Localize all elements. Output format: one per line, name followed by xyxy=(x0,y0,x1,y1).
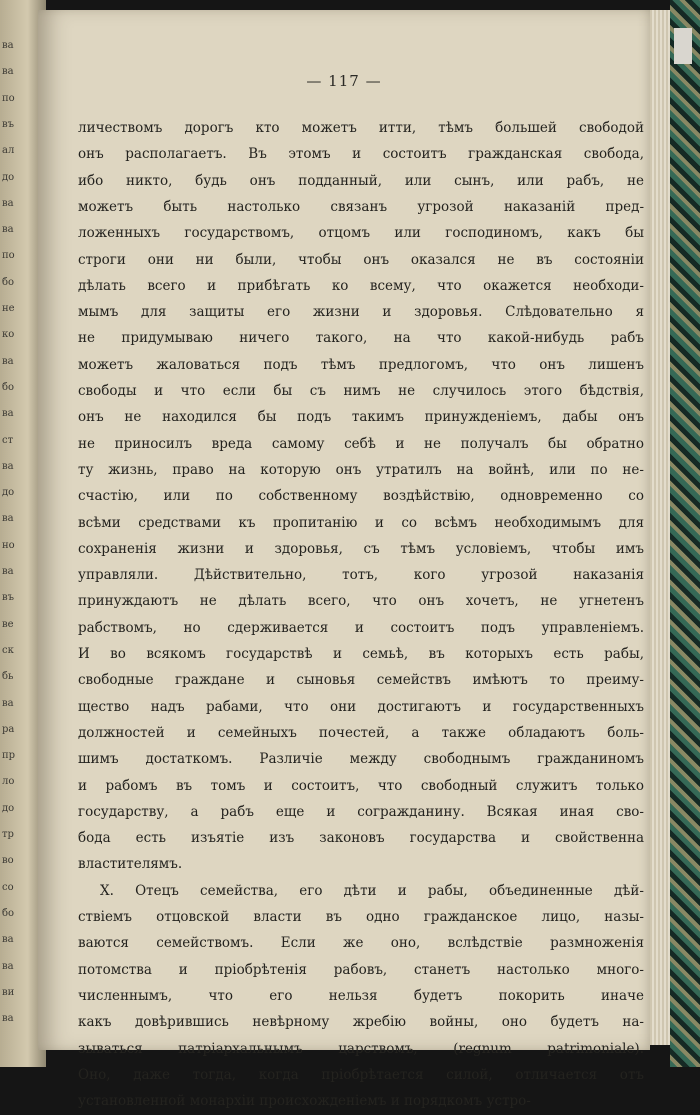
page-edges xyxy=(648,10,670,1045)
facing-page-line: ва xyxy=(2,513,14,525)
text-line: не придумываю ничего такого, на что какой-нибудь рабъ xyxy=(78,330,644,347)
facing-page-line: до xyxy=(2,171,15,183)
text-line: щество надъ рабами, что они достигаютъ и государственныхъ xyxy=(78,698,644,715)
facing-page-line: ва xyxy=(2,66,14,78)
facing-page-line: во xyxy=(2,855,14,867)
facing-page-line: ал xyxy=(2,145,15,157)
facing-page-line: ва xyxy=(2,197,14,209)
facing-page-line: бо xyxy=(2,381,15,393)
text-line: И во всякомъ государствѣ и семьѣ, въ которыхъ есть рабы, xyxy=(78,646,644,662)
page-number: — 117 — xyxy=(306,72,382,90)
text-line: ту жизнь, право на которую онъ утратилъ на войнѣ, или по не- xyxy=(78,461,644,478)
facing-page-line: ло xyxy=(2,776,15,788)
facing-page-line: бо xyxy=(2,907,15,919)
text-line: счастію, или по собственному воздѣйствію, одновременно со xyxy=(78,488,644,505)
text-line: принуждаютъ не дѣлать всего, что онъ хочетъ, не угнетенъ xyxy=(78,593,644,610)
text-line: можетъ жаловаться подъ тѣмъ предлогомъ, что онъ лишенъ xyxy=(78,356,644,373)
facing-page-line: въ xyxy=(2,592,14,604)
text-line: численнымъ, что его нельзя будетъ покорить иначе xyxy=(78,987,644,1004)
facing-page-line: ск xyxy=(2,644,14,656)
facing-page-line: ва xyxy=(2,460,14,472)
text-line: онъ не находился бы подъ такимъ принужденіемъ, дабы онъ xyxy=(78,409,644,426)
facing-page-line: ва xyxy=(2,224,14,236)
facing-page-line: ко xyxy=(2,329,15,341)
text-line: онъ располагаетъ. Въ этомъ и состоитъ гражданская свобода, xyxy=(78,146,644,163)
facing-page-line: пр xyxy=(2,750,16,762)
facing-page-line: ва xyxy=(2,355,14,367)
facing-page-line: бо xyxy=(2,276,15,288)
text-line: потомства и пріобрѣтенія рабовъ, станетъ настолько много- xyxy=(78,961,644,978)
facing-page-line: ва xyxy=(2,697,14,709)
book-spine xyxy=(670,0,700,1067)
facing-page-line: ва xyxy=(2,934,14,946)
text-line: Оно, даже тогда, когда пріобрѣтается силой, отличается отъ xyxy=(78,1066,644,1083)
facing-page-line: въ xyxy=(2,118,14,130)
text-line: свободы и что если бы съ нимъ не случилось этого бѣдствія, xyxy=(78,383,644,399)
text-line: X. Отецъ семейства, его дѣти и рабы, объединенные дѣй- xyxy=(100,882,644,899)
facing-page-line: но xyxy=(2,539,15,551)
facing-page-line: ва xyxy=(2,40,14,51)
text-line: сохраненія жизни и здоровья, съ тѣмъ условіемъ, чтобы имъ xyxy=(78,540,644,557)
text-line: ибо никто, будь онъ подданный, или сынъ, или рабъ, не xyxy=(78,172,644,189)
facing-page-line: ве xyxy=(2,618,14,630)
text-line: рабствомъ, но сдерживается и состоитъ подъ управленіемъ. xyxy=(78,619,644,636)
text-line: бода есть изъятіе изъ законовъ государства и свойственна xyxy=(78,830,644,847)
text-line: мымъ для защиты его жизни и здоровья. Слѣдовательно я xyxy=(78,304,644,321)
facing-page-line: ва xyxy=(2,1013,14,1025)
text-line: зываться патріархальнымъ царствомъ, (regnum patrimoniale). xyxy=(78,1040,644,1057)
facing-page-line: по xyxy=(2,250,15,262)
facing-page-line: до xyxy=(2,487,15,499)
text-line: установленной монархіи происхожденіемъ и порядкомъ устро- xyxy=(78,1093,531,1110)
text-line: ствіемъ отцовской власти въ одно гражданское лицо, назы- xyxy=(78,909,644,925)
text-line: и рабомъ въ томъ и состоитъ, что свободный служитъ только xyxy=(78,777,644,794)
text-line: какъ довѣрившись невѣрному жребію войны, оно будетъ на- xyxy=(78,1014,644,1031)
text-line: должностей и семейныхъ почестей, а также обладаютъ боль- xyxy=(78,724,644,741)
text-line: шимъ достаткомъ. Различіе между свободнымъ гражданиномъ xyxy=(78,751,644,768)
text-line: строги они ни были, чтобы онъ оказался не въ состояніи xyxy=(78,251,644,268)
facing-page-line: до xyxy=(2,802,15,814)
text-line: не приносилъ вреда самому себѣ и не получалъ бы обратно xyxy=(78,435,644,452)
book-page xyxy=(38,10,650,1110)
facing-page-line: со xyxy=(2,881,14,893)
text-line: государству, а рабъ еще и согражданину. Всякая иная сво- xyxy=(78,803,644,820)
text-line: личествомъ дорогъ кто можетъ итти, тѣмъ большей свободой xyxy=(78,120,644,136)
facing-page-line: ва xyxy=(2,960,14,972)
facing-page-line: ви xyxy=(2,986,15,998)
text-line: всѣми средствами къ пропитанію и со всѣмъ необходимымъ для xyxy=(78,514,644,531)
text-line: свободные граждане и сыновья семействъ имѣютъ то преиму- xyxy=(78,672,644,689)
facing-page-line: ра xyxy=(2,723,15,735)
text-line: дѣлать всего и прибѣгать ко всему, что окажется необходи- xyxy=(78,277,644,294)
text-line: ваются семействомъ. Если же оно, вслѣдствіе размноженія xyxy=(78,935,644,952)
facing-page-line: ст xyxy=(2,434,14,446)
text-line: ложенныхъ государствомъ, отцомъ или господиномъ, какъ бы xyxy=(78,225,644,242)
facing-page-line: по xyxy=(2,92,15,104)
facing-page-line: тр xyxy=(2,829,14,840)
text-line: властителямъ. xyxy=(78,856,183,873)
facing-page-line: ва xyxy=(2,408,14,420)
text-line: можетъ быть настолько связанъ угрозой наказаній пред- xyxy=(78,198,644,215)
spine-label xyxy=(674,28,692,64)
facing-page-line: не xyxy=(2,303,15,314)
facing-page-line: бь xyxy=(2,671,14,683)
facing-page-line: ва xyxy=(2,566,14,577)
text-line: управляли. Дѣйствительно, тотъ, кого угрозой наказанія xyxy=(78,567,644,584)
